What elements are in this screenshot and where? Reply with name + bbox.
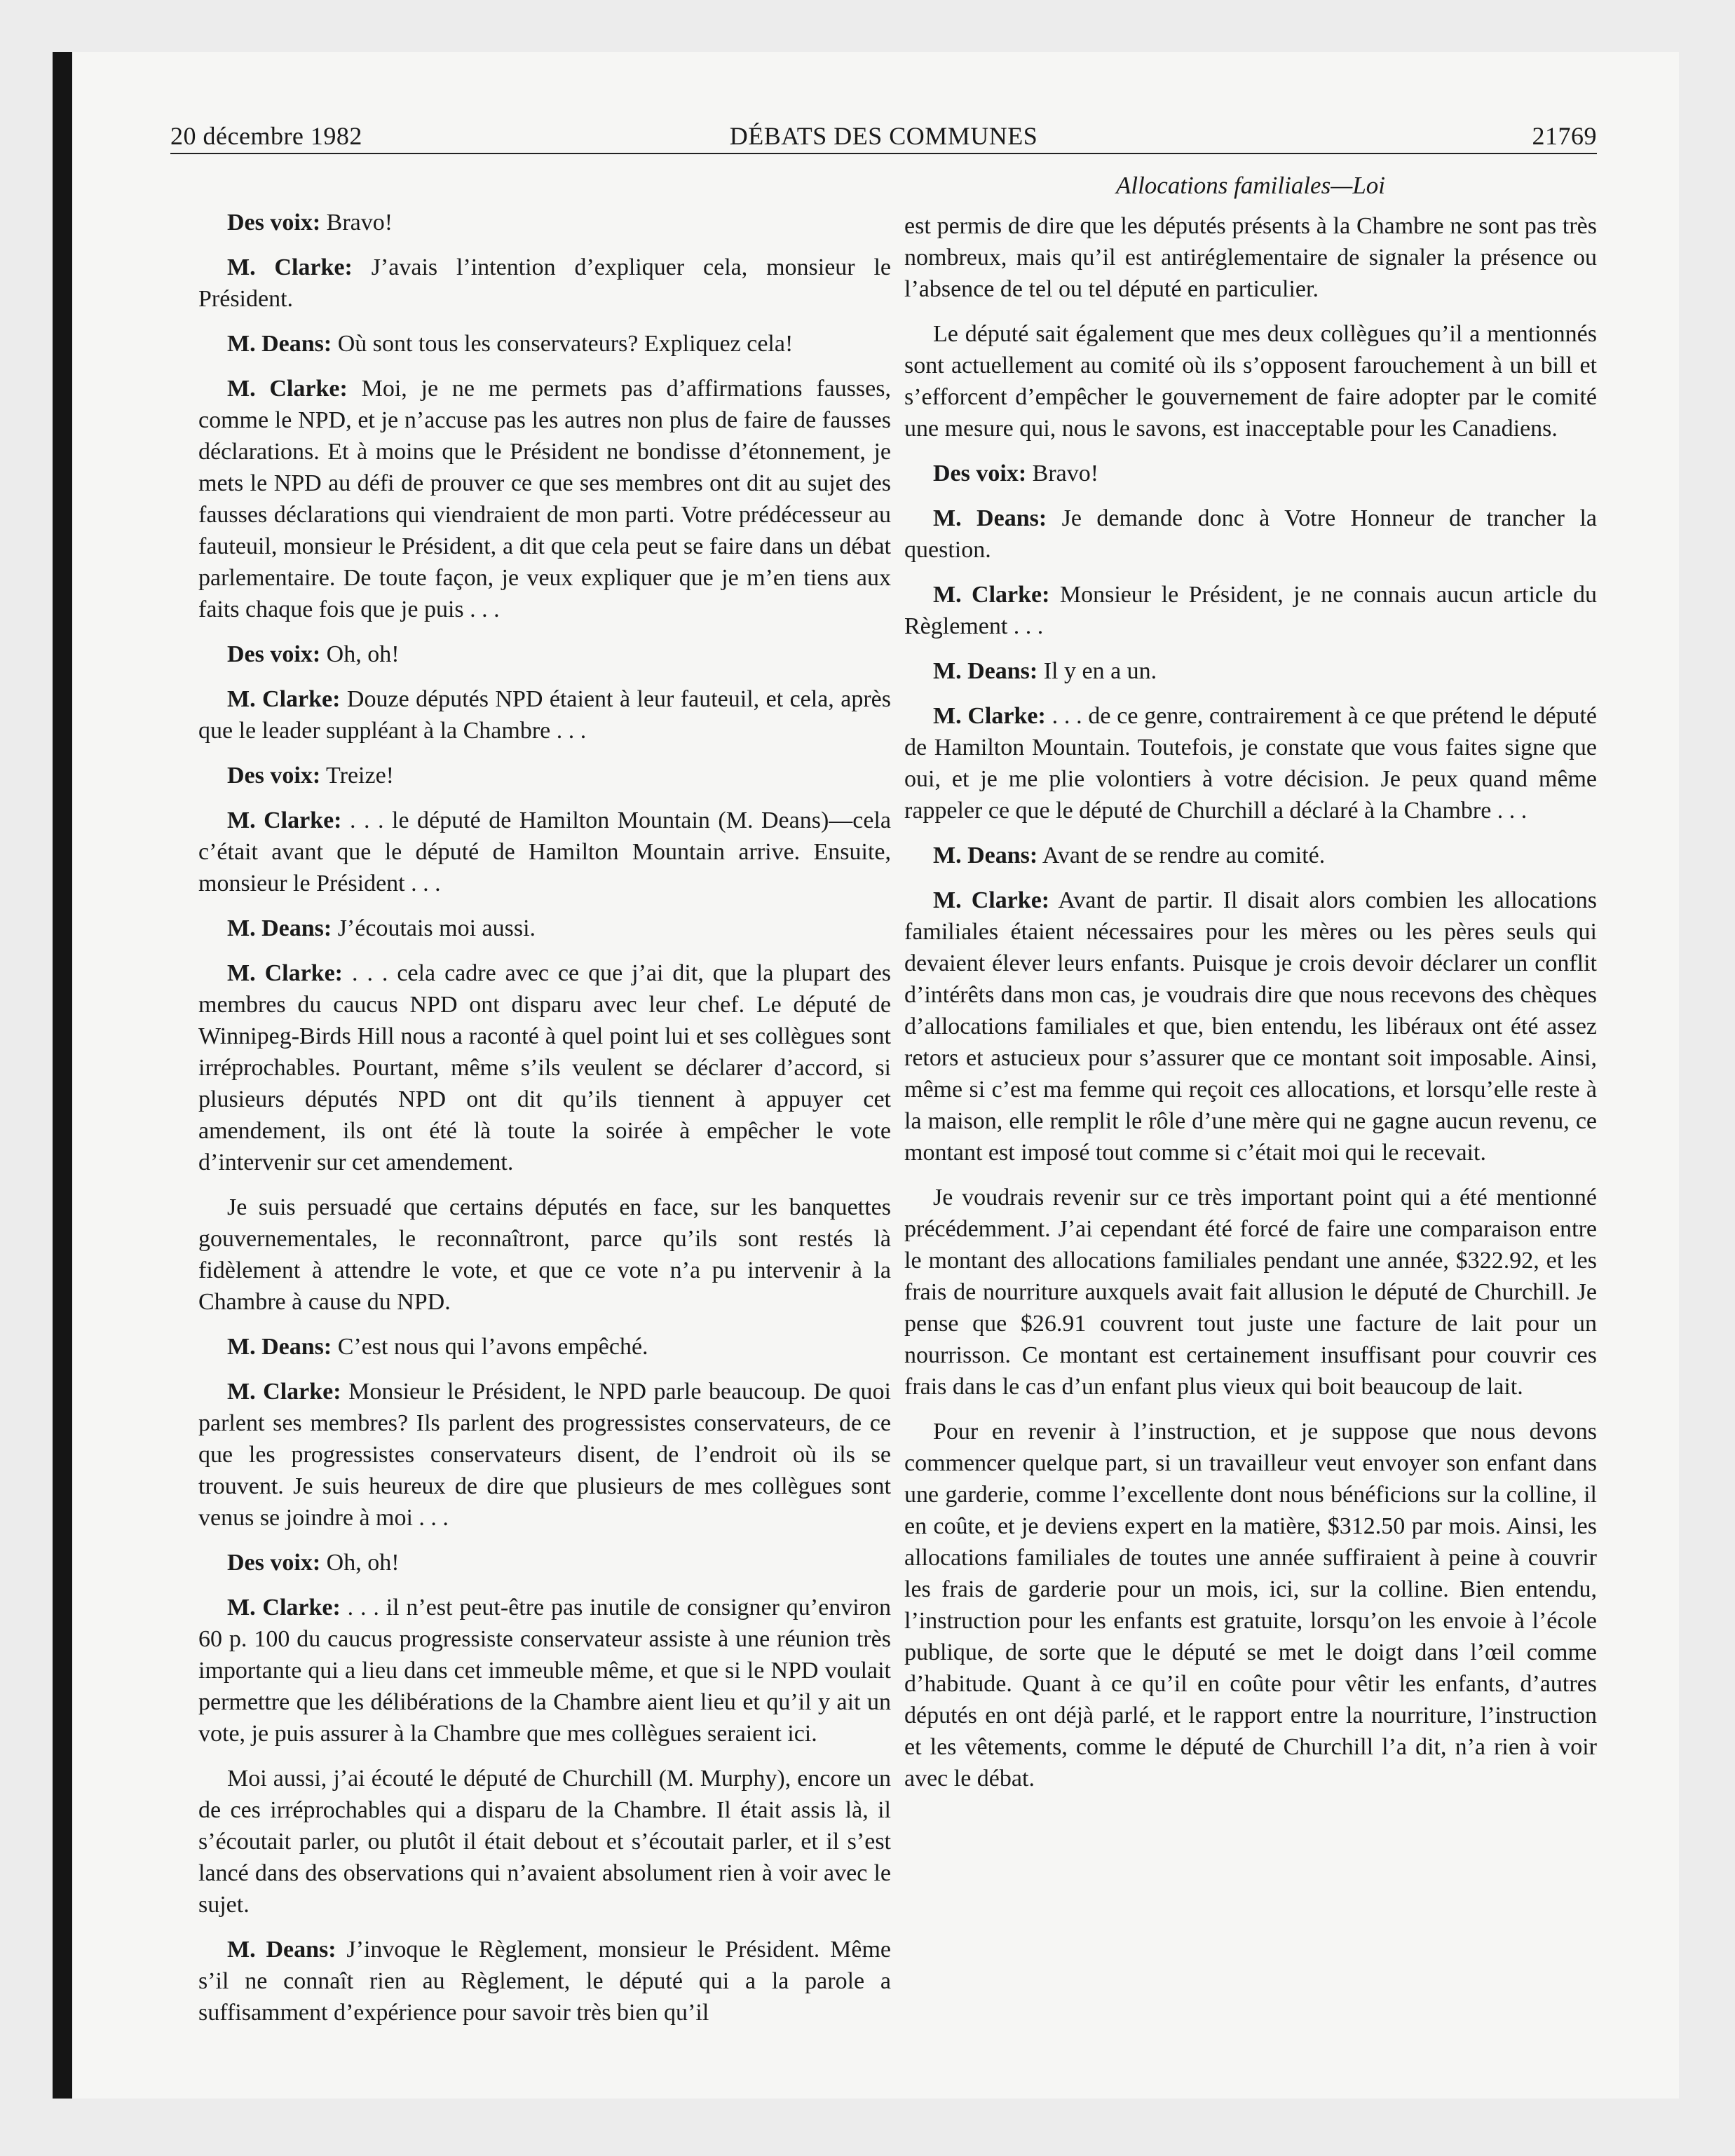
speech-text: Monsieur le Président, je ne connais aucun article du Règlement . . . [904, 582, 1597, 639]
speech-text: Je suis persuadé que certains députés en face, sur les banquettes gouvernementales, le reconnaîtront, parce qu’ils sont restés là fidèlement à attendre le vote, et que ce vote n’a pu intervenir à la Chambre à cause du NPD. [198, 1194, 891, 1315]
speech-text: . . . il n’est peut-être pas inutile de consigner qu’environ 60 p. 100 du caucus progressiste conservateur assiste à une réunion très importante qui a lieu dans cet immeuble même, et que si le NPD voulait permettre que les délibérations de la Chambre aient lieu et qu’il y ait un vote, je puis assurer à la Chambre que mes collègues seraient ici. [198, 1595, 891, 1747]
speech-text: Monsieur le Président, le NPD parle beaucoup. De quoi parlent ses membres? Ils parlent des progressistes conservateurs, de ce que les progressistes conservateurs disent, de l’endroit où ils se trouvent. Je suis heureux de dire que plusieurs de mes collègues sont venus se joindre à moi . . . [198, 1379, 891, 1531]
speech-text: . . . de ce genre, contrairement à ce que prétend le député de Hamilton Mountain. Toutefois, je constate que vous faites signe que oui, et je me plie volontiers à votre décision. Je peux quand même rappeler ce que le député de Churchill a déclaré à la Chambre . . . [904, 703, 1597, 824]
speech-text: Bravo! [320, 210, 393, 236]
speaker-name: M. Clarke: [933, 582, 1050, 608]
speech-text: Oh, oh! [320, 1550, 400, 1576]
transcript-paragraph [198, 1763, 891, 1920]
transcript-paragraph [904, 840, 1597, 871]
speech-text: Il y en a un. [1037, 658, 1157, 684]
speaker-name: M. Clarke: [933, 703, 1046, 729]
speaker-name: Des voix: [227, 1550, 321, 1576]
transcript-paragraph [904, 503, 1597, 566]
speech-text: J’avais l’intention d’expliquer cela, monsieur le Président. [198, 254, 891, 312]
speaker-name: M. Clarke: [227, 1379, 341, 1405]
speaker-name: M. Clarke: [227, 807, 342, 833]
speaker-name: Des voix: [933, 460, 1027, 486]
speaker-name: M. Deans: [933, 505, 1047, 531]
speech-text: J’invoque le Règlement, monsieur le Président. Même s’il ne connaît rien au Règlement, le député qui a la parole a suffisamment d’expérience pour savoir très bien qu’il [198, 1937, 891, 2026]
speaker-name: M. Deans: [933, 842, 1038, 868]
left-column [198, 207, 891, 2042]
right-column [904, 210, 1597, 1808]
transcript-paragraph [198, 207, 891, 238]
transcript-paragraph [198, 805, 891, 899]
transcript-paragraph [198, 1192, 891, 1318]
transcript-paragraph [198, 913, 891, 944]
speaker-name: Des voix: [227, 210, 321, 236]
transcript-paragraph [904, 885, 1597, 1168]
speech-text: Bravo! [1026, 460, 1099, 486]
speech-text: Je demande donc à Votre Honneur de trancher la question. [904, 505, 1597, 563]
transcript-paragraph [904, 579, 1597, 642]
transcript-paragraph [198, 760, 891, 791]
speech-text: Oh, oh! [320, 641, 400, 667]
speech-text: Je voudrais revenir sur ce très important point qui a été mentionné précédemment. J’ai cependant été forcé de faire une comparaison entre le montant des allocations familiales pendant une année, $322.92, et les frais de nourriture auxquels avait fait allusion le député de Churchill. Je pense que $26.91 couvrent tout juste une facture de lait pour un nourrisson. Ce montant est certainement insuffisant pour couvrir ces frais dans le cas d’un enfant plus vieux qui boit beaucoup de lait. [904, 1185, 1597, 1400]
transcript-paragraph [198, 683, 891, 746]
speech-text: Pour en revenir à l’instruction, et je suppose que nous devons commencer quelque part, si un travailleur veut envoyer son enfant dans une garderie, comme l’excellente dont nous bénéficions sur la colline, il en coûte, et je deviens expert en la matière, $312.50 par mois. Ainsi, les allocations familiales de toutes une année suffiraient à peine à couvrir les frais de garderie pour un mois, ici, sur la colline. Bien entendu, l’instruction pour les enfants est gratuite, lorsqu’on les envoie à l’école publique, de sorte que le député se met le doigt dans l’œil comme d’habitude. Quant à ce qu’il en coûte pour vêtir les enfants, d’autres députés en ont déjà parlé, et le rapport entre la nourriture, l’instruction et les vêtements, comme le député de Churchill l’a dit, n’a rien à voir avec le débat. [904, 1419, 1597, 1792]
speaker-name: M. Clarke: [933, 887, 1050, 913]
header-page-number: 21769 [1532, 122, 1597, 150]
speaker-name: M. Deans: [227, 1937, 336, 1963]
transcript-paragraph [904, 318, 1597, 444]
speaker-name: M. Clarke: [227, 960, 343, 986]
transcript-paragraph [904, 458, 1597, 489]
section-subject: Allocations familiales—Loi [1115, 172, 1386, 199]
transcript-paragraph [198, 639, 891, 670]
speech-text: J’écoutais moi aussi. [332, 915, 536, 941]
transcript-paragraph [904, 1416, 1597, 1794]
transcript-paragraph [198, 328, 891, 360]
speaker-name: M. Deans: [227, 1334, 332, 1360]
transcript-paragraph [198, 957, 891, 1178]
transcript-paragraph [198, 373, 891, 625]
transcript-paragraph [198, 1376, 891, 1534]
speech-text: . . . cela cadre avec ce que j’ai dit, que la plupart des membres du caucus NPD ont disparu avec leur chef. Le député de Winnipeg-Birds Hill nous a raconté à quel point lui et ses collègues sont irréprochables. Pourtant, même s’ils veulent se déclarer d’accord, si plusieurs députés NPD ont dit qu’ils tiennent à appuyer cet amendement, ils ont été là toute la soirée à empêcher le vote d’intervenir sur cet amendement. [198, 960, 891, 1175]
speech-text: Moi aussi, j’ai écouté le député de Churchill (M. Murphy), encore un de ces irréprochables qui a disparu de la Chambre. Il était assis là, il s’écoutait parler, ou plutôt il était debout et s’écoutait parler, et il s’est lancé dans des observations qui n’avaient absolument rien à voir avec le sujet. [198, 1766, 891, 1918]
speech-text: Où sont tous les conservateurs? Expliquez cela! [332, 331, 794, 357]
speaker-name: Des voix: [227, 641, 321, 667]
transcript-paragraph [198, 1331, 891, 1363]
transcript-paragraph [198, 1547, 891, 1578]
running-header [170, 116, 1597, 156]
speech-text: Avant de partir. Il disait alors combien les allocations familiales étaient nécessaires pour les mères ou les pères seuls qui devaient élever leurs enfants. Puisque je crois devoir déclarer un conflit d’intérêts dans mon cas, je voudrais dire que nous recevons des chèques d’allocations familiales et que, bien entendu, les libéraux ont été assez retors et astucieux pour s’assurer que ce montant soit imposable. Ainsi, même si c’est ma femme qui reçoit ces allocations, et lorsqu’elle reste à la maison, elle remplit le rôle d’une mère qui ne gagne aucun revenu, ce montant est imposé tout comme si c’était moi qui le recevait. [904, 887, 1597, 1166]
transcript-paragraph [904, 1182, 1597, 1403]
speech-text: Treize! [320, 763, 394, 789]
transcript-paragraph [198, 1934, 891, 2028]
speech-text: Douze députés NPD étaient à leur fauteuil, et cela, après que le leader suppléant à la Chambre . . . [198, 686, 891, 744]
speech-text: . . . le député de Hamilton Mountain (M. Deans)—cela c’était avant que le député de Hamilton Mountain arrive. Ensuite, monsieur le Président . . . [198, 807, 891, 896]
speaker-name: M. Clarke: [227, 376, 348, 402]
speech-text: est permis de dire que les députés présents à la Chambre ne sont pas très nombreux, mais qu’il est antiréglementaire de signaler la présence ou l’absence de tel ou tel député en particulier. [904, 213, 1597, 302]
speaker-name: M. Clarke: [227, 1595, 341, 1621]
speaker-name: M. Deans: [227, 915, 332, 941]
header-date: 20 décembre 1982 [170, 122, 362, 150]
speech-text: C’est nous qui l’avons empêché. [332, 1334, 648, 1360]
speaker-name: M. Clarke: [227, 254, 353, 280]
transcript-paragraph [198, 252, 891, 315]
speech-text: Avant de se rendre au comité. [1037, 842, 1326, 868]
speaker-name: M. Deans: [933, 658, 1038, 684]
transcript-paragraph [904, 210, 1597, 305]
transcript-paragraph [904, 655, 1597, 687]
header-title: DÉBATS DES COMMUNES [729, 122, 1038, 150]
speaker-name: Des voix: [227, 763, 321, 789]
speech-text: Moi, je ne me permets pas d’affirmations fausses, comme le NPD, et je n’accuse pas les autres non plus de faire de fausses déclarations. Et à moins que le Président ne bondisse d’étonnement, je mets le NPD au défi de prouver ce que ses membres ont dit au sujet des fausses déclarations qui viendraient de mon parti. Votre prédécesseur au fauteuil, monsieur le Président, a dit que cela peut se faire dans un débat parlementaire. De toute façon, je veux expliquer que je m’en tiens aux faits chaque fois que je puis . . . [198, 376, 891, 622]
transcript-paragraph [198, 1592, 891, 1749]
transcript-paragraph [904, 700, 1597, 826]
header-rule [170, 153, 1597, 154]
speech-text: Le député sait également que mes deux collègues qu’il a mentionnés sont actuellement au comité où ils s’opposent farouchement à un bill et s’efforcent d’empêcher le gouvernement de faire adopter par le comité une mesure qui, nous le savons, est inacceptable pour les Canadiens. [904, 321, 1597, 442]
speaker-name: M. Deans: [227, 331, 332, 357]
speaker-name: M. Clarke: [227, 686, 341, 712]
scan-edge-bar [53, 52, 72, 2099]
